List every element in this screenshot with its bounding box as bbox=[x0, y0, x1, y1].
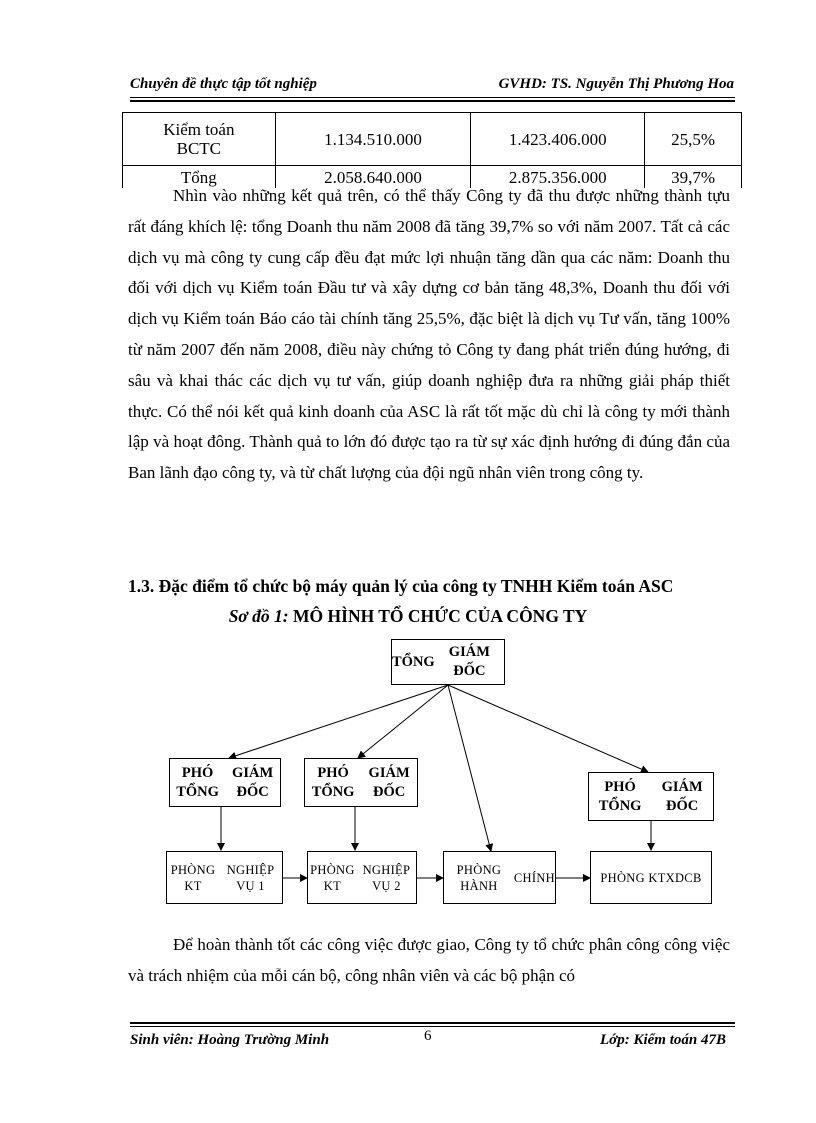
value-2008: 1.423.406.000 bbox=[471, 113, 645, 166]
footer-rule-thick bbox=[130, 1022, 735, 1024]
department-box: PHÒNG KT NGHIỆP VỤ 1 bbox=[166, 851, 283, 904]
body-paragraph: Nhìn vào những kết quả trên, có thể thấy Công ty đã thu được những thành tựu rất đáng khích lệ: tổng Doanh thu năm 2008 đã tăng 39,7% so với năm 2007. Tất cả các dịch vụ mà công ty cung cấp đều đạt mức lợi nhuận tăng dần qua các năm: Doanh thu đối với dịch vụ Kiểm toán Đầu tư và xây dựng cơ bản tăng 48,3%, Doanh thu đối với dịch vụ Kiểm toán Báo cáo tài chính tăng 25,5%, đặc biệt là dịch vụ Tư vấn, tăng 100% từ năm 2007 đến năm 2008, điều này chứng tỏ Công ty đang phát triển đúng hướng, đi sâu và khai thác các dịch vụ tư vấn, giúp doanh nghiệp đưa ra những giải pháp thiết thực. Có thể nói kết quả kinh doanh của ASC là rất tốt mặc dù chỉ là công ty mới thành lập và hoạt đông. Thành quả to lớn đó được tạo ra từ sự xác định hướng đi đúng đắn của Ban lãnh đạo công ty, và từ chất lượng của đội ngũ nhân viên trong công ty. bbox=[128, 186, 730, 483]
caption-prefix: Sơ đồ 1: bbox=[228, 606, 289, 626]
body-paragraph: Để hoàn thành tốt các công việc được giao, Công ty tổ chức phân công công việc và trách nhiệm của mỗi cán bộ, công nhân viên và các bộ phận có bbox=[128, 935, 730, 985]
value-2007: 1.134.510.000 bbox=[275, 113, 471, 166]
row-label: Kiểm toán BCTC bbox=[123, 113, 276, 166]
department-box: PHÒNG KT NGHIỆP VỤ 2 bbox=[307, 851, 417, 904]
row-label: Tổng bbox=[123, 166, 276, 189]
ceo-to-admin-arrow bbox=[448, 685, 491, 851]
ceo-box: TỔNG GIÁM ĐỐC bbox=[391, 639, 505, 685]
header-right: GVHD: TS. Nguyễn Thị Phương Hoa bbox=[498, 76, 734, 92]
deputy-director-box: PHÓ TỔNG GIÁM ĐỐC bbox=[304, 758, 418, 807]
department-box: PHÒNG HÀNH CHÍNH bbox=[443, 851, 556, 904]
footer-left: Sinh viên: Hoàng Trường Minh bbox=[130, 1032, 330, 1048]
value-2008: 2.875.356.000 bbox=[471, 166, 645, 189]
ceo-to-deputy-1-arrow bbox=[229, 685, 448, 758]
deputy-director-box: PHÓ TỔNG GIÁM ĐỐC bbox=[588, 772, 714, 821]
deputy-director-box: PHÓ TỔNG GIÁM ĐỐC bbox=[169, 758, 281, 807]
section-heading: 1.3. Đặc điểm tổ chức bộ máy quản lý của công ty TNHH Kiểm toán ASC bbox=[128, 576, 674, 596]
department-box: PHÒNG KT XDCB bbox=[590, 851, 712, 904]
footer-rule bbox=[130, 1026, 735, 1027]
ceo-to-deputy-2-arrow bbox=[358, 685, 448, 758]
header-left: Chuyên đề thực tập tốt nghiệp bbox=[130, 76, 317, 92]
footer-right: Lớp: Kiểm toán 47B bbox=[600, 1032, 726, 1048]
value-2007: 2.058.640.000 bbox=[275, 166, 471, 189]
caption-title: MÔ HÌNH TỔ CHỨC CỦA CÔNG TY bbox=[288, 606, 588, 626]
page-number: 6 bbox=[424, 1028, 432, 1044]
growth-rate: 39,7% bbox=[645, 166, 742, 189]
growth-rate: 25,5% bbox=[645, 113, 742, 166]
ceo-to-deputy-3-arrow bbox=[448, 685, 648, 772]
